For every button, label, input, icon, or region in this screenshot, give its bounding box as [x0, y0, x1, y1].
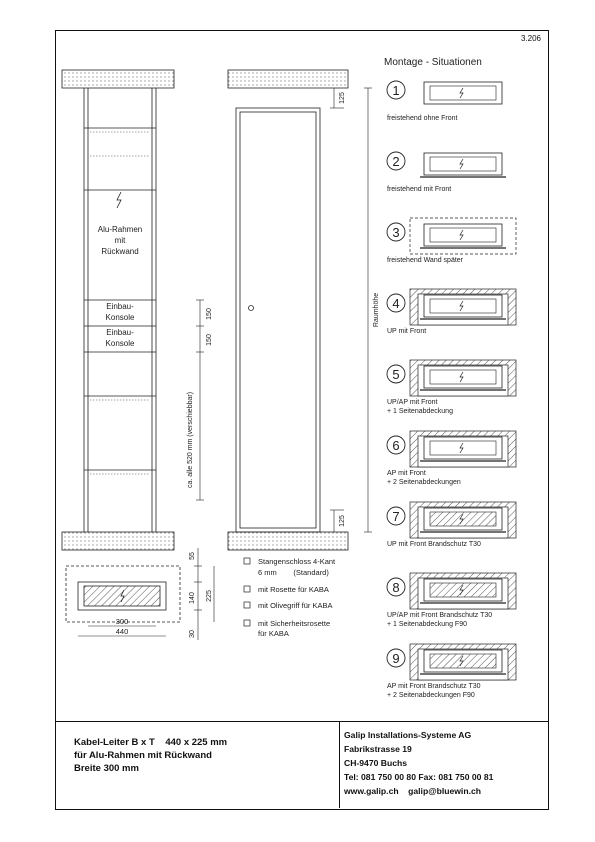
situation-label: UP/AP mit Front Brandschutz T30: [387, 612, 493, 619]
dim-225: 225: [206, 590, 213, 602]
dim-55: 55: [189, 552, 196, 560]
situation-label: AP mit Front Brandschutz T30: [387, 683, 481, 690]
montage-title: Montage - Situationen: [384, 57, 482, 68]
option-3-line1: mit Olivegriff für KABA: [258, 601, 333, 610]
situation-number: 9: [392, 651, 400, 666]
lock-options: [244, 557, 336, 638]
console-2-label-1: Einbau-: [106, 328, 134, 337]
console-1-label-1: Einbau-: [106, 302, 134, 311]
wall-niche: [418, 294, 508, 325]
situation-label: freistehend Wand später: [387, 257, 464, 264]
cabinet-door: [236, 108, 320, 532]
product-title-line-2: für Alu-Rahmen mit Rückwand: [74, 750, 212, 761]
wall-niche: [418, 436, 508, 467]
situation-label: AP mit Front: [387, 470, 426, 477]
situation-label: freistehend mit Front: [387, 186, 452, 193]
dim-125-top: 125: [339, 92, 346, 104]
dim-150-a: 150: [206, 308, 213, 320]
lightning-icon: [460, 230, 463, 240]
cabinet-ceiling: [228, 70, 348, 88]
situation-1: [387, 81, 502, 122]
situation-number: 5: [392, 367, 400, 382]
option-4-line1: mit Sicherheitsrosette: [258, 619, 331, 628]
console-1-label-2: Konsole: [105, 313, 135, 322]
montage-situations: [387, 81, 516, 699]
cabinet-floor: [228, 532, 348, 550]
floor-slab: [62, 532, 174, 550]
situation-label-2: + 1 Seitenabdeckung F90: [387, 621, 467, 628]
company-info: [339, 722, 548, 808]
dim-125-bottom: 125: [339, 515, 346, 527]
situation-4: [387, 289, 516, 335]
product-title: [74, 736, 227, 775]
situation-number: 4: [392, 296, 400, 311]
situation-number: 6: [392, 438, 400, 453]
company-name: Galip Installations-Systeme AG: [344, 730, 472, 740]
situation-label: UP mit Front: [387, 328, 427, 335]
situation-label: UP/AP mit Front: [387, 399, 438, 406]
company-street: Fabrikstrasse 19: [344, 744, 412, 754]
company-phone: Tel: 081 750 00 80 Fax: 081 750 00 81: [344, 772, 494, 782]
situation-label-2: + 1 Seitenabdeckung: [387, 408, 453, 415]
situation-8: [387, 573, 516, 628]
option-1-line1: Stangenschloss 4-Kant: [258, 557, 336, 566]
situation-label: UP mit Front Brandschutz T30: [387, 541, 481, 548]
option-1-line2: 6 mm (Standard): [258, 568, 329, 577]
situation-number: 3: [392, 225, 400, 240]
company-city: CH-9470 Buchs: [344, 758, 408, 768]
ceiling-slab: [62, 70, 174, 88]
dim-440: 440: [115, 627, 129, 636]
situation-number: 2: [392, 154, 400, 169]
lightning-icon: [117, 192, 121, 208]
company-web: www.galip.ch galip@bluewin.ch: [344, 786, 481, 796]
plan-section: [66, 566, 180, 622]
situation-9: [387, 644, 516, 699]
dim-30: 30: [189, 630, 196, 638]
situation-number: 8: [392, 580, 400, 595]
product-title-line-1: Kabel-Leiter B x T 440 x 225 mm: [74, 737, 228, 748]
option-4-line2: für KABA: [258, 629, 289, 638]
alu-frame-label-1: Alu-Rahmen: [97, 225, 143, 234]
lightning-icon: [460, 88, 463, 98]
left-dimension-lines: [196, 300, 204, 500]
lightning-icon: [460, 159, 463, 169]
situation-5: [387, 360, 516, 415]
situation-label: freistehend ohne Front: [387, 115, 458, 122]
future-wall: [410, 218, 516, 254]
situation-3: [387, 218, 516, 264]
dim-raumhoehe: Raumhöhe: [373, 292, 380, 328]
alu-frame-label-2: mit: [114, 236, 126, 245]
situation-number: 7: [392, 509, 400, 524]
situation-6: [387, 431, 516, 486]
situation-label-2: + 2 Seitenabdeckungen F90: [387, 692, 475, 699]
alu-frame-label-3: Rückwand: [101, 247, 139, 256]
console-2-label-2: Konsole: [105, 339, 135, 348]
title-block: [56, 721, 548, 808]
page-number: 3.206: [520, 34, 541, 43]
situation-label-2: + 2 Seitenabdeckungen: [387, 479, 461, 486]
dim-150-b: 150: [206, 334, 213, 346]
dim-300: 300: [115, 617, 129, 626]
option-2-line1: mit Rosette für KABA: [258, 585, 329, 594]
product-title-line-3: Breite 300 mm: [74, 763, 139, 774]
situation-2: [387, 152, 506, 193]
dim-140: 140: [189, 592, 196, 604]
situation-7: [387, 502, 516, 548]
wall-niche: [418, 365, 508, 396]
situation-number: 1: [392, 83, 400, 98]
dim-variable: ca. alle 520 mm (verschiebbar): [187, 391, 194, 489]
cabinet-dimension-lines: [330, 88, 372, 532]
